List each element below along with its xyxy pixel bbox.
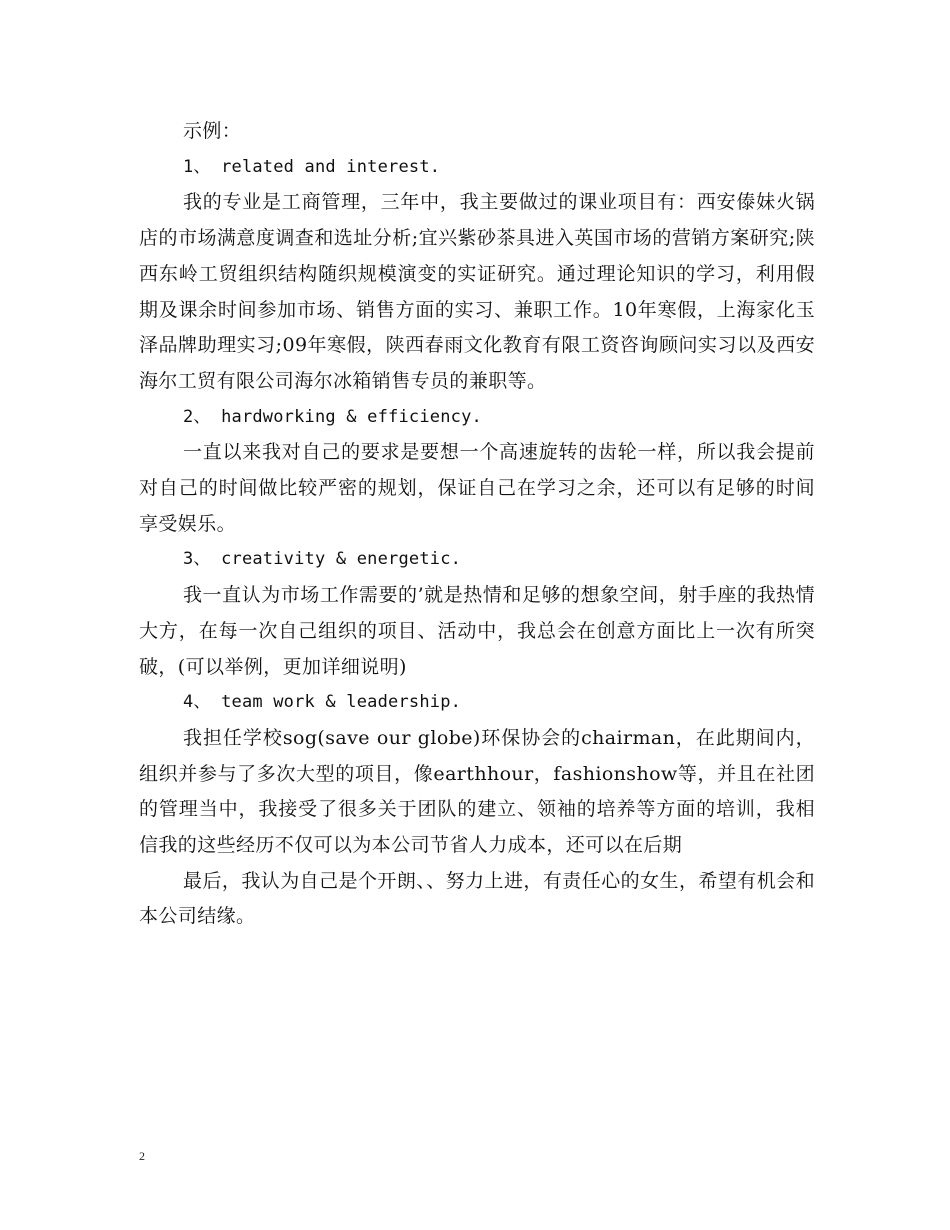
intro-label: 示例： [183,120,242,142]
point-3-body: 我一直认为市场工作需要的’就是热情和足够的想象空间，射手座的我热情大方，在每一次自己组织的项目、活动中，我总会在创意方面比上一次有所突破，(可以举例，更加详细说明) [139,584,815,678]
point-4-body: 我担任学校sog(save our globe)环保协会的chairman，在此期间内，组织并参与了多次大型的项目，像earthhour，fashionshow等，并且在社团的管理当中，我接受了很多关于团队的建立、领袖的培养等方面的培训，我相信我的这些经历不仅可以为本公司节省人力成本，还可以在后期 [139,726,815,857]
page-number: 2 [139,1149,145,1163]
document-body [139,114,815,935]
point-1-body: 我的专业是工商管理，三年中，我主要做过的课业项目有：西安傣妹火锅店的市场满意度调查和选址分析;宜兴紫砂茶具进入英国市场的营销方案研究;陕西东岭工贸组织结构随织规模演变的实证研究。通过理论知识的学习，利用假期及课余时间参加市场、销售方面的实习、兼职工作。10年寒假，上海家化玉泽品牌助理实习;09年寒假，陕西春雨文化教育有限工资咨询顾问实习以及西安海尔工贸有限公司海尔冰箱销售专员的兼职等。 [139,191,815,392]
closing-paragraph: 最后，我认为自己是个开朗、、努力上进，有责任心的女生，希望有机会和本公司结缘。 [139,869,815,928]
point-1-heading: 1、 related and interest. [183,156,441,177]
point-3-heading: 3、 creativity & energetic. [183,549,462,570]
point-2-heading: 2、 hardworking & efficiency. [183,406,482,427]
point-4-heading: 4、 team work & leadership. [183,692,462,713]
point-2-body: 一直以来我对自己的要求是要想一个高速旋转的齿轮一样，所以我会提前对自己的时间做比较严密的规划，保证自己在学习之余，还可以有足够的时间享受娱乐。 [139,441,815,535]
